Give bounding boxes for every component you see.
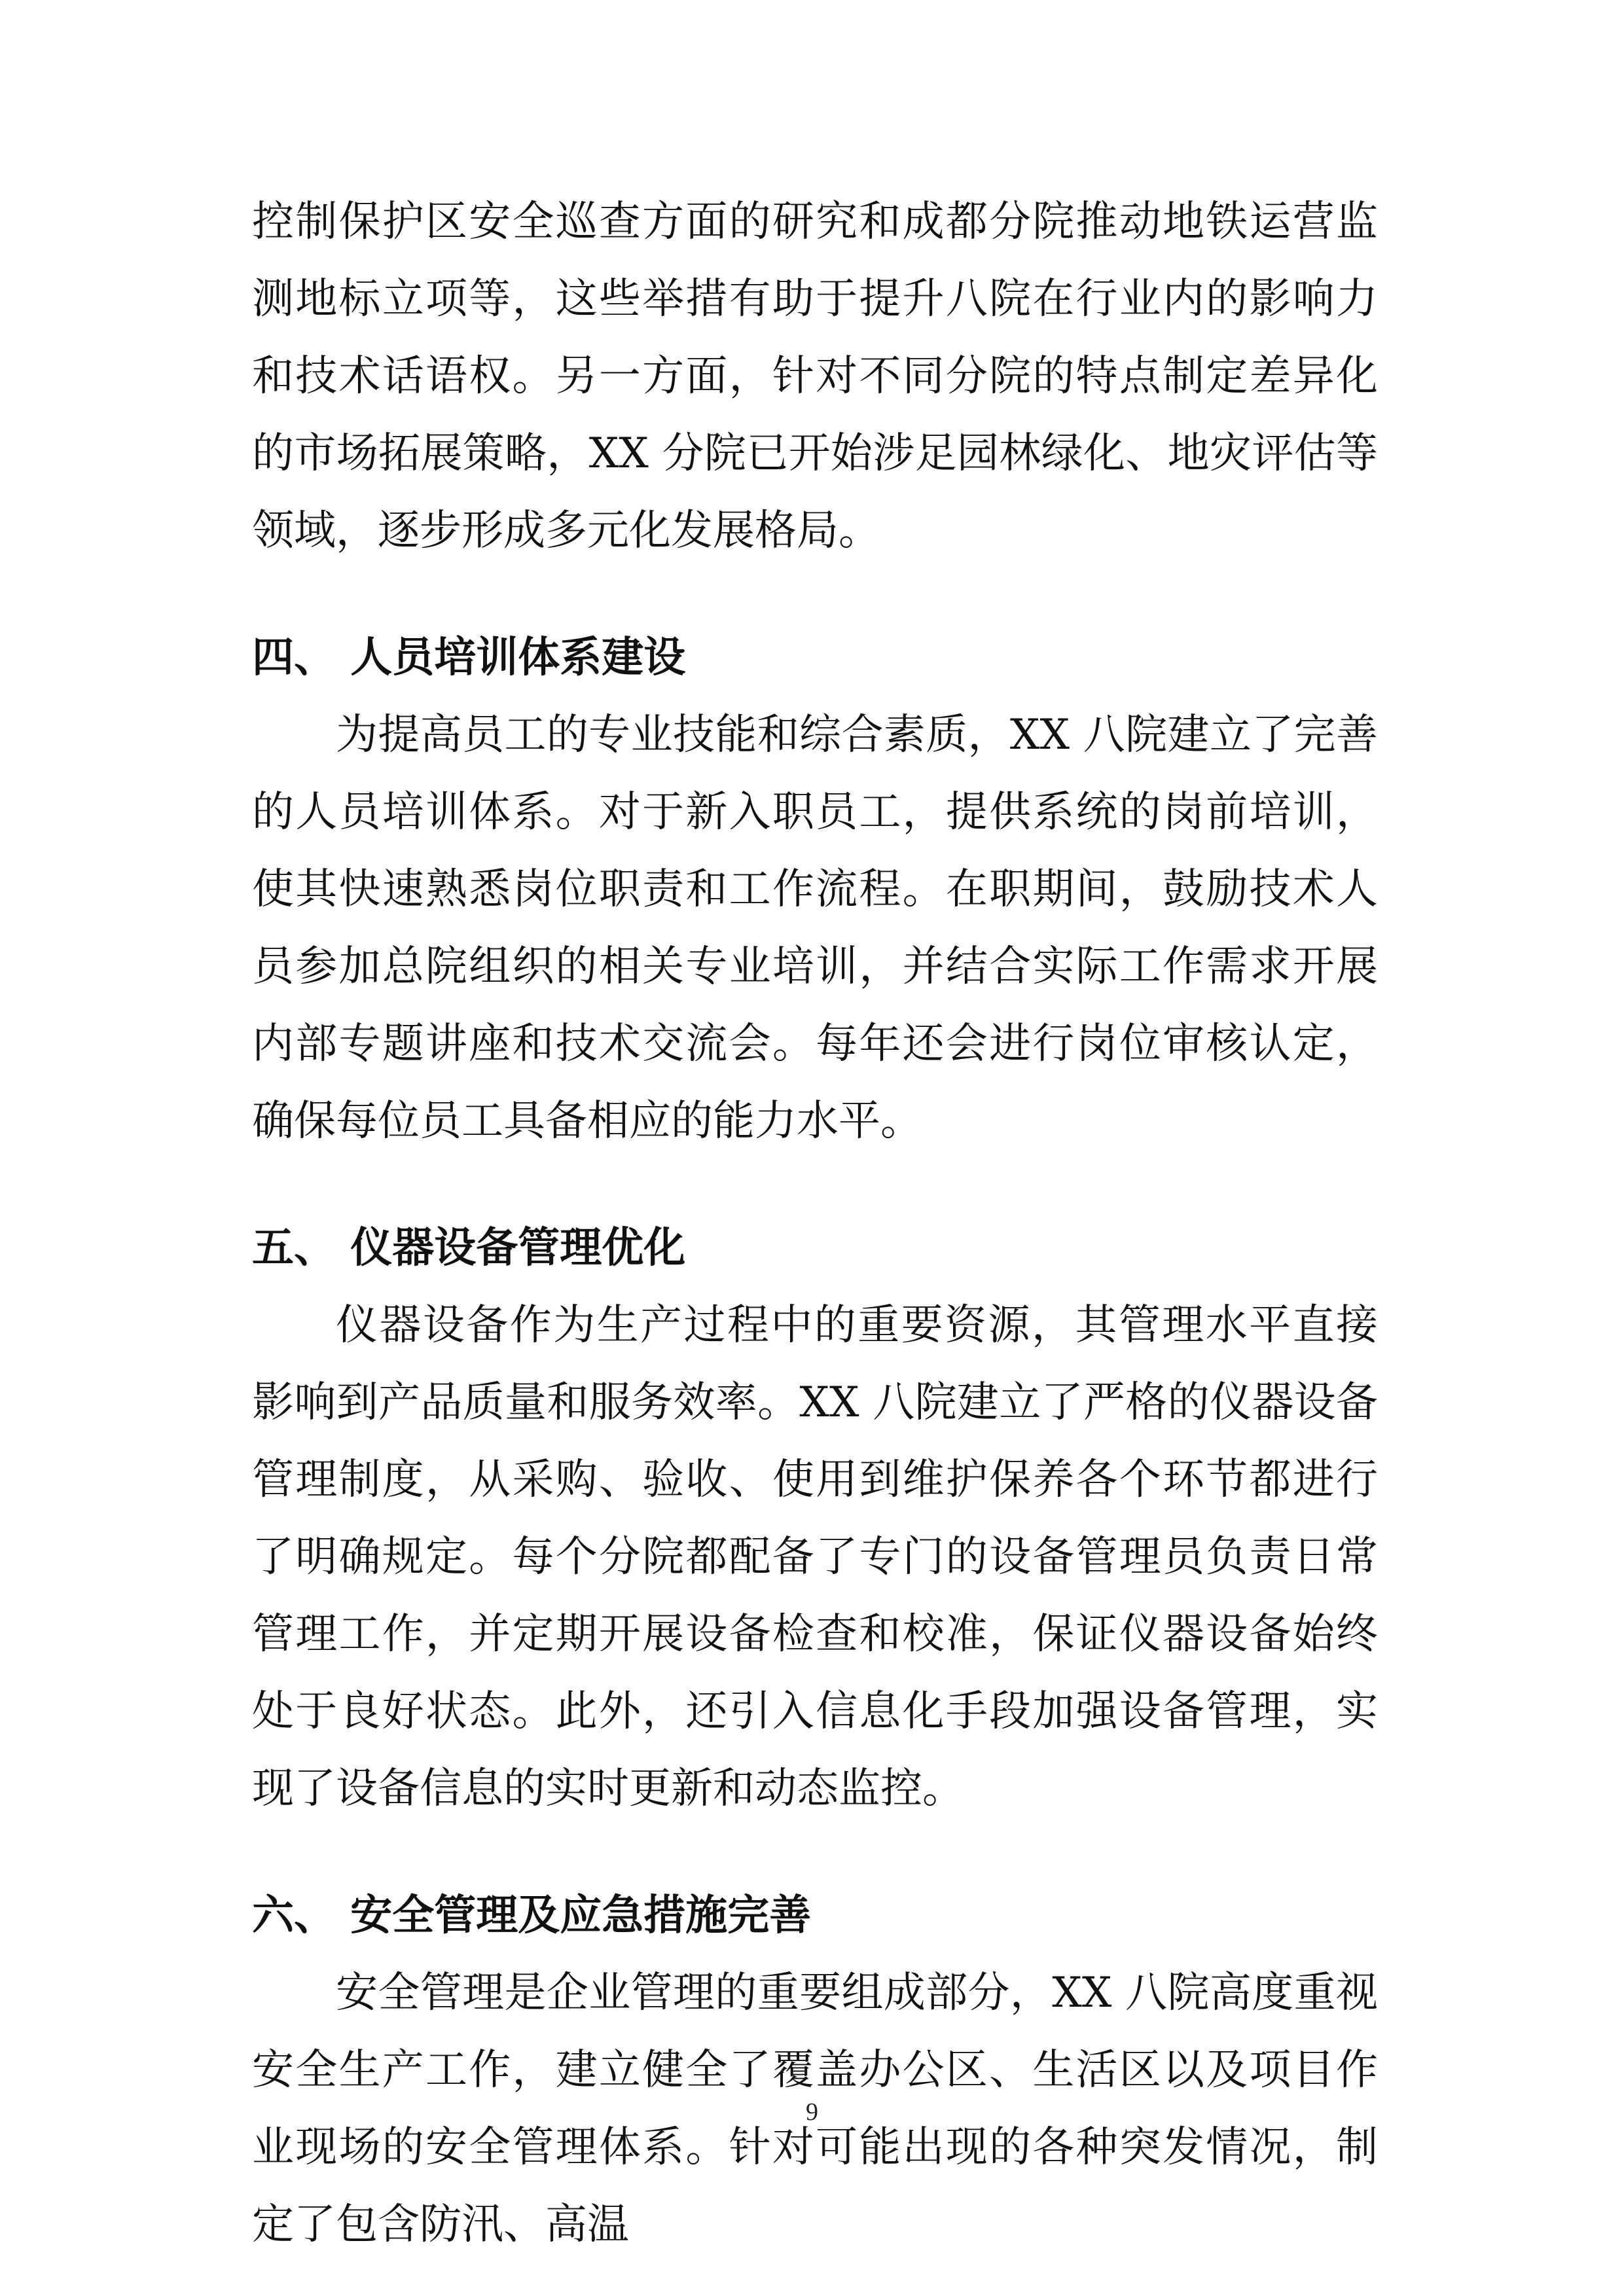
continuation-paragraph: 控制保护区安全巡查方面的研究和成都分院推动地铁运营监测地标立项等，这些举措有助于提升八院在行业内的影响力和技术话语权。另一方面，针对不同分院的特点制定差异化的市场拓展策略，XX 分院已开始涉足园林绿化、地灾评估等领域，逐步形成多元化发展格局。 [252, 198, 1378, 555]
section-gap [252, 1827, 1378, 1877]
section-paragraph: 仪器设备作为生产过程中的重要资源，其管理水平直接影响到产品质量和服务效率。XX 八院建立了严格的仪器设备管理制度，从采购、验收、使用到维护保养各个环节都进行了明确规定。每个分院都配备了专门的设备管理员负责日常管理工作，并定期开展设备检查和校准，保证仪器设备始终处于良好状态。此外，还引入信息化手段加强设备管理，实现了设备信息的实时更新和动态监控。 [252, 1301, 1378, 1813]
section-safety [252, 1877, 1378, 2263]
page-content [252, 183, 1378, 2263]
section-gap [252, 1160, 1378, 1210]
section-equipment [252, 1210, 1378, 1827]
section-training [252, 619, 1378, 1160]
page-number: 9 [806, 2098, 818, 2126]
section-paragraph: 为提高员工的专业技能和综合素质，XX 八院建立了完善的人员培训体系。对于新入职员工，提供系统的岗前培训，使其快速熟悉岗位职责和工作流程。在职期间，鼓励技术人员参加总院组织的相关专业培训，并结合实际工作需求开展内部专题讲座和技术交流会。每年还会进行岗位审核认定，确保每位员工具备相应的能力水平。 [252, 711, 1378, 1145]
section-heading: 五、 仪器设备管理优化 [252, 1223, 686, 1272]
section-paragraph: 安全管理是企业管理的重要组成部分，XX 八院高度重视安全生产工作，建立健全了覆盖办公区、生活区以及项目作业现场的安全管理体系。针对可能出现的各种突发情况，制定了包含防汛、高温 [252, 1969, 1378, 2249]
section-gap [252, 569, 1378, 619]
section-heading: 四、 人员培训体系建设 [252, 633, 686, 682]
section-heading: 六、 安全管理及应急措施完善 [252, 1891, 812, 1940]
